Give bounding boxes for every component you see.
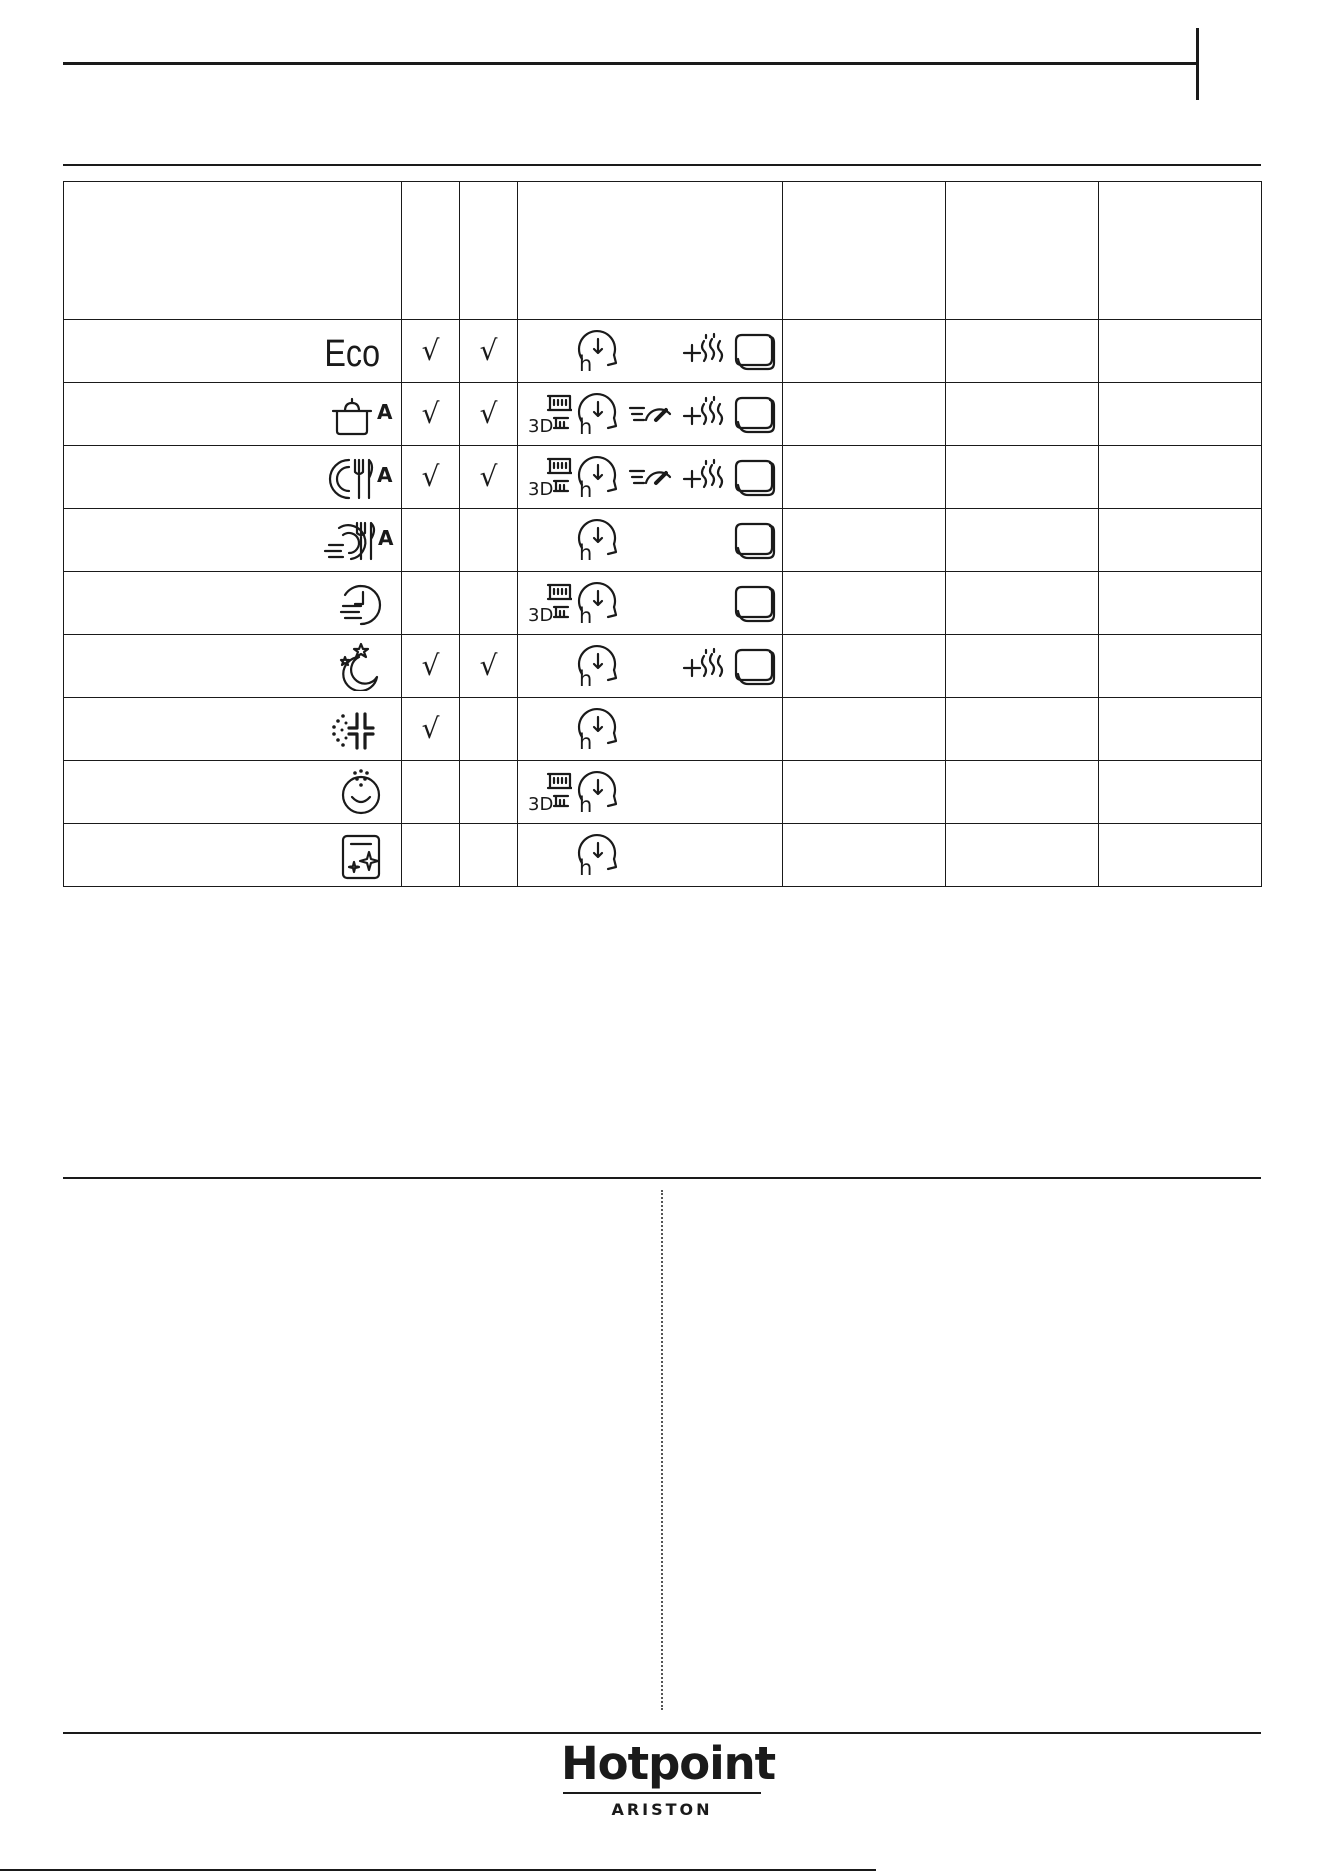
options-cell xyxy=(518,761,783,824)
pot-auto-program-icon xyxy=(321,389,401,439)
lower-section-rule xyxy=(63,1177,1261,1179)
auto-label: A xyxy=(378,526,394,550)
delay-start-icon xyxy=(574,581,618,625)
data-cell-col6 xyxy=(946,320,1099,383)
header-cell-col6 xyxy=(946,182,1099,320)
program-icon-cell xyxy=(64,635,402,698)
check-cell-col3: √ xyxy=(460,635,518,698)
delay-start-icon xyxy=(574,707,618,751)
data-cell-col6 xyxy=(946,383,1099,446)
delay-start-label: h xyxy=(579,856,593,877)
data-cell-col5 xyxy=(783,446,946,509)
options-cell xyxy=(518,824,783,887)
table-row xyxy=(64,509,1262,572)
delay-start-label: h xyxy=(579,730,593,751)
data-cell-col6 xyxy=(946,572,1099,635)
zone-wash-3d-icon xyxy=(528,770,572,814)
delay-start-icon xyxy=(574,392,618,436)
table-row xyxy=(64,761,1262,824)
program-icon-cell xyxy=(64,824,402,887)
logo-divider xyxy=(563,1792,761,1794)
fast-plate-auto-program-icon xyxy=(321,515,401,565)
delay-start-icon xyxy=(574,833,618,877)
column-divider xyxy=(661,1190,663,1710)
zone-wash-3d-label: 3D xyxy=(528,605,554,625)
data-cell-col6 xyxy=(946,635,1099,698)
eco-program-icon xyxy=(321,326,401,376)
check-cell-col3: √ xyxy=(460,383,518,446)
delay-start-label: h xyxy=(579,667,593,688)
plate-cutlery-auto-program-icon xyxy=(321,452,401,502)
data-cell-col5 xyxy=(783,824,946,887)
options-cell xyxy=(518,509,783,572)
delay-start-icon xyxy=(574,770,618,814)
zone-wash-3d-icon xyxy=(528,392,572,436)
zone-wash-3d-icon xyxy=(528,581,572,625)
options-cell xyxy=(518,698,783,761)
delay-start-label: h xyxy=(579,352,593,373)
options-cell xyxy=(518,572,783,635)
auto-label: A xyxy=(377,463,393,487)
section-rule xyxy=(63,164,1261,166)
self-clean-program-icon xyxy=(321,830,401,880)
check-cell-col2: √ xyxy=(402,635,460,698)
program-table xyxy=(63,181,1262,887)
turbo-icon xyxy=(628,392,672,436)
eco-label: Eco xyxy=(324,332,381,375)
data-cell-col7 xyxy=(1099,509,1262,572)
data-cell-col6 xyxy=(946,698,1099,761)
tablet-icon xyxy=(732,455,776,499)
footer-rule xyxy=(63,1732,1261,1734)
check-cell-col3 xyxy=(460,761,518,824)
check-cell-col2 xyxy=(402,761,460,824)
table-header-row xyxy=(64,182,1262,320)
turbo-icon xyxy=(628,455,672,499)
check-cell-col2: √ xyxy=(402,698,460,761)
data-cell-col6 xyxy=(946,824,1099,887)
night-program-icon xyxy=(321,641,401,691)
data-cell-col5 xyxy=(783,572,946,635)
tablet-icon xyxy=(732,581,776,625)
data-cell-col7 xyxy=(1099,824,1262,887)
data-cell-col7 xyxy=(1099,572,1262,635)
program-icon-cell xyxy=(64,572,402,635)
check-cell-col3 xyxy=(460,824,518,887)
extra-dry-icon xyxy=(682,455,726,499)
header-cell-col7 xyxy=(1099,182,1262,320)
delay-start-label: h xyxy=(579,415,593,436)
program-icon-cell xyxy=(64,698,402,761)
check-cell-col3 xyxy=(460,698,518,761)
options-cell xyxy=(518,635,783,698)
tablet-icon xyxy=(732,329,776,373)
table-row xyxy=(64,383,1262,446)
program-icon-cell xyxy=(64,446,402,509)
header-cell-col3 xyxy=(460,182,518,320)
extra-dry-icon xyxy=(682,644,726,688)
options-cell xyxy=(518,446,783,509)
header-cell-col2 xyxy=(402,182,460,320)
table-row xyxy=(64,446,1262,509)
data-cell-col7 xyxy=(1099,635,1262,698)
data-cell-col5 xyxy=(783,383,946,446)
check-cell-col2 xyxy=(402,824,460,887)
options-cell xyxy=(518,383,783,446)
data-cell-col6 xyxy=(946,509,1099,572)
zone-wash-3d-label: 3D xyxy=(528,479,554,499)
tablet-icon xyxy=(732,518,776,562)
data-cell-col7 xyxy=(1099,383,1262,446)
extra-dry-icon xyxy=(682,392,726,436)
table-row xyxy=(64,824,1262,887)
delay-start-icon xyxy=(574,329,618,373)
data-cell-col5 xyxy=(783,698,946,761)
data-cell-col5 xyxy=(783,761,946,824)
program-icon-cell xyxy=(64,383,402,446)
data-cell-col5 xyxy=(783,320,946,383)
quick-wash-program-icon xyxy=(321,578,401,628)
auto-label: A xyxy=(377,400,393,424)
program-icon-cell xyxy=(64,761,402,824)
brand-name: Hotpoint xyxy=(561,1737,776,1790)
tablet-icon xyxy=(732,392,776,436)
delay-start-icon xyxy=(574,455,618,499)
table-row xyxy=(64,572,1262,635)
zone-wash-3d-label: 3D xyxy=(528,416,554,436)
delay-start-label: h xyxy=(579,604,593,625)
delay-start-label: h xyxy=(579,478,593,499)
data-cell-col7 xyxy=(1099,761,1262,824)
program-icon-cell xyxy=(64,509,402,572)
top-rule xyxy=(63,62,1199,65)
check-cell-col3 xyxy=(460,572,518,635)
program-icon-cell xyxy=(64,320,402,383)
zone-wash-3d-icon xyxy=(528,455,572,499)
table-row xyxy=(64,698,1262,761)
data-cell-col7 xyxy=(1099,446,1262,509)
check-cell-col2: √ xyxy=(402,383,460,446)
tablet-icon xyxy=(732,644,776,688)
check-cell-col2 xyxy=(402,572,460,635)
check-cell-col3 xyxy=(460,509,518,572)
check-cell-col3: √ xyxy=(460,446,518,509)
header-cell-program xyxy=(64,182,402,320)
zone-wash-3d-label: 3D xyxy=(528,794,554,814)
table-row xyxy=(64,320,1262,383)
hygiene-program-icon xyxy=(321,704,401,754)
data-cell-col6 xyxy=(946,761,1099,824)
check-cell-col2: √ xyxy=(402,320,460,383)
header-cell-col5 xyxy=(783,182,946,320)
data-cell-col7 xyxy=(1099,698,1262,761)
data-cell-col5 xyxy=(783,635,946,698)
delay-start-label: h xyxy=(579,793,593,814)
options-cell xyxy=(518,320,783,383)
header-cell-options xyxy=(518,182,783,320)
program-table-body xyxy=(64,320,1262,887)
delay-start-label: h xyxy=(579,541,593,562)
table-row xyxy=(64,635,1262,698)
extra-dry-icon xyxy=(682,329,726,373)
prewash-program-icon xyxy=(321,767,401,817)
data-cell-col7 xyxy=(1099,320,1262,383)
top-rule-tick xyxy=(1196,28,1199,100)
bottom-edge-rule xyxy=(0,1869,876,1871)
check-cell-col2 xyxy=(402,509,460,572)
data-cell-col6 xyxy=(946,446,1099,509)
delay-start-icon xyxy=(574,644,618,688)
data-cell-col5 xyxy=(783,509,946,572)
brand-logo xyxy=(561,1737,776,1820)
check-cell-col2: √ xyxy=(402,446,460,509)
check-cell-col3: √ xyxy=(460,320,518,383)
delay-start-icon xyxy=(574,518,618,562)
brand-subname: ARISTON xyxy=(611,1800,713,1819)
